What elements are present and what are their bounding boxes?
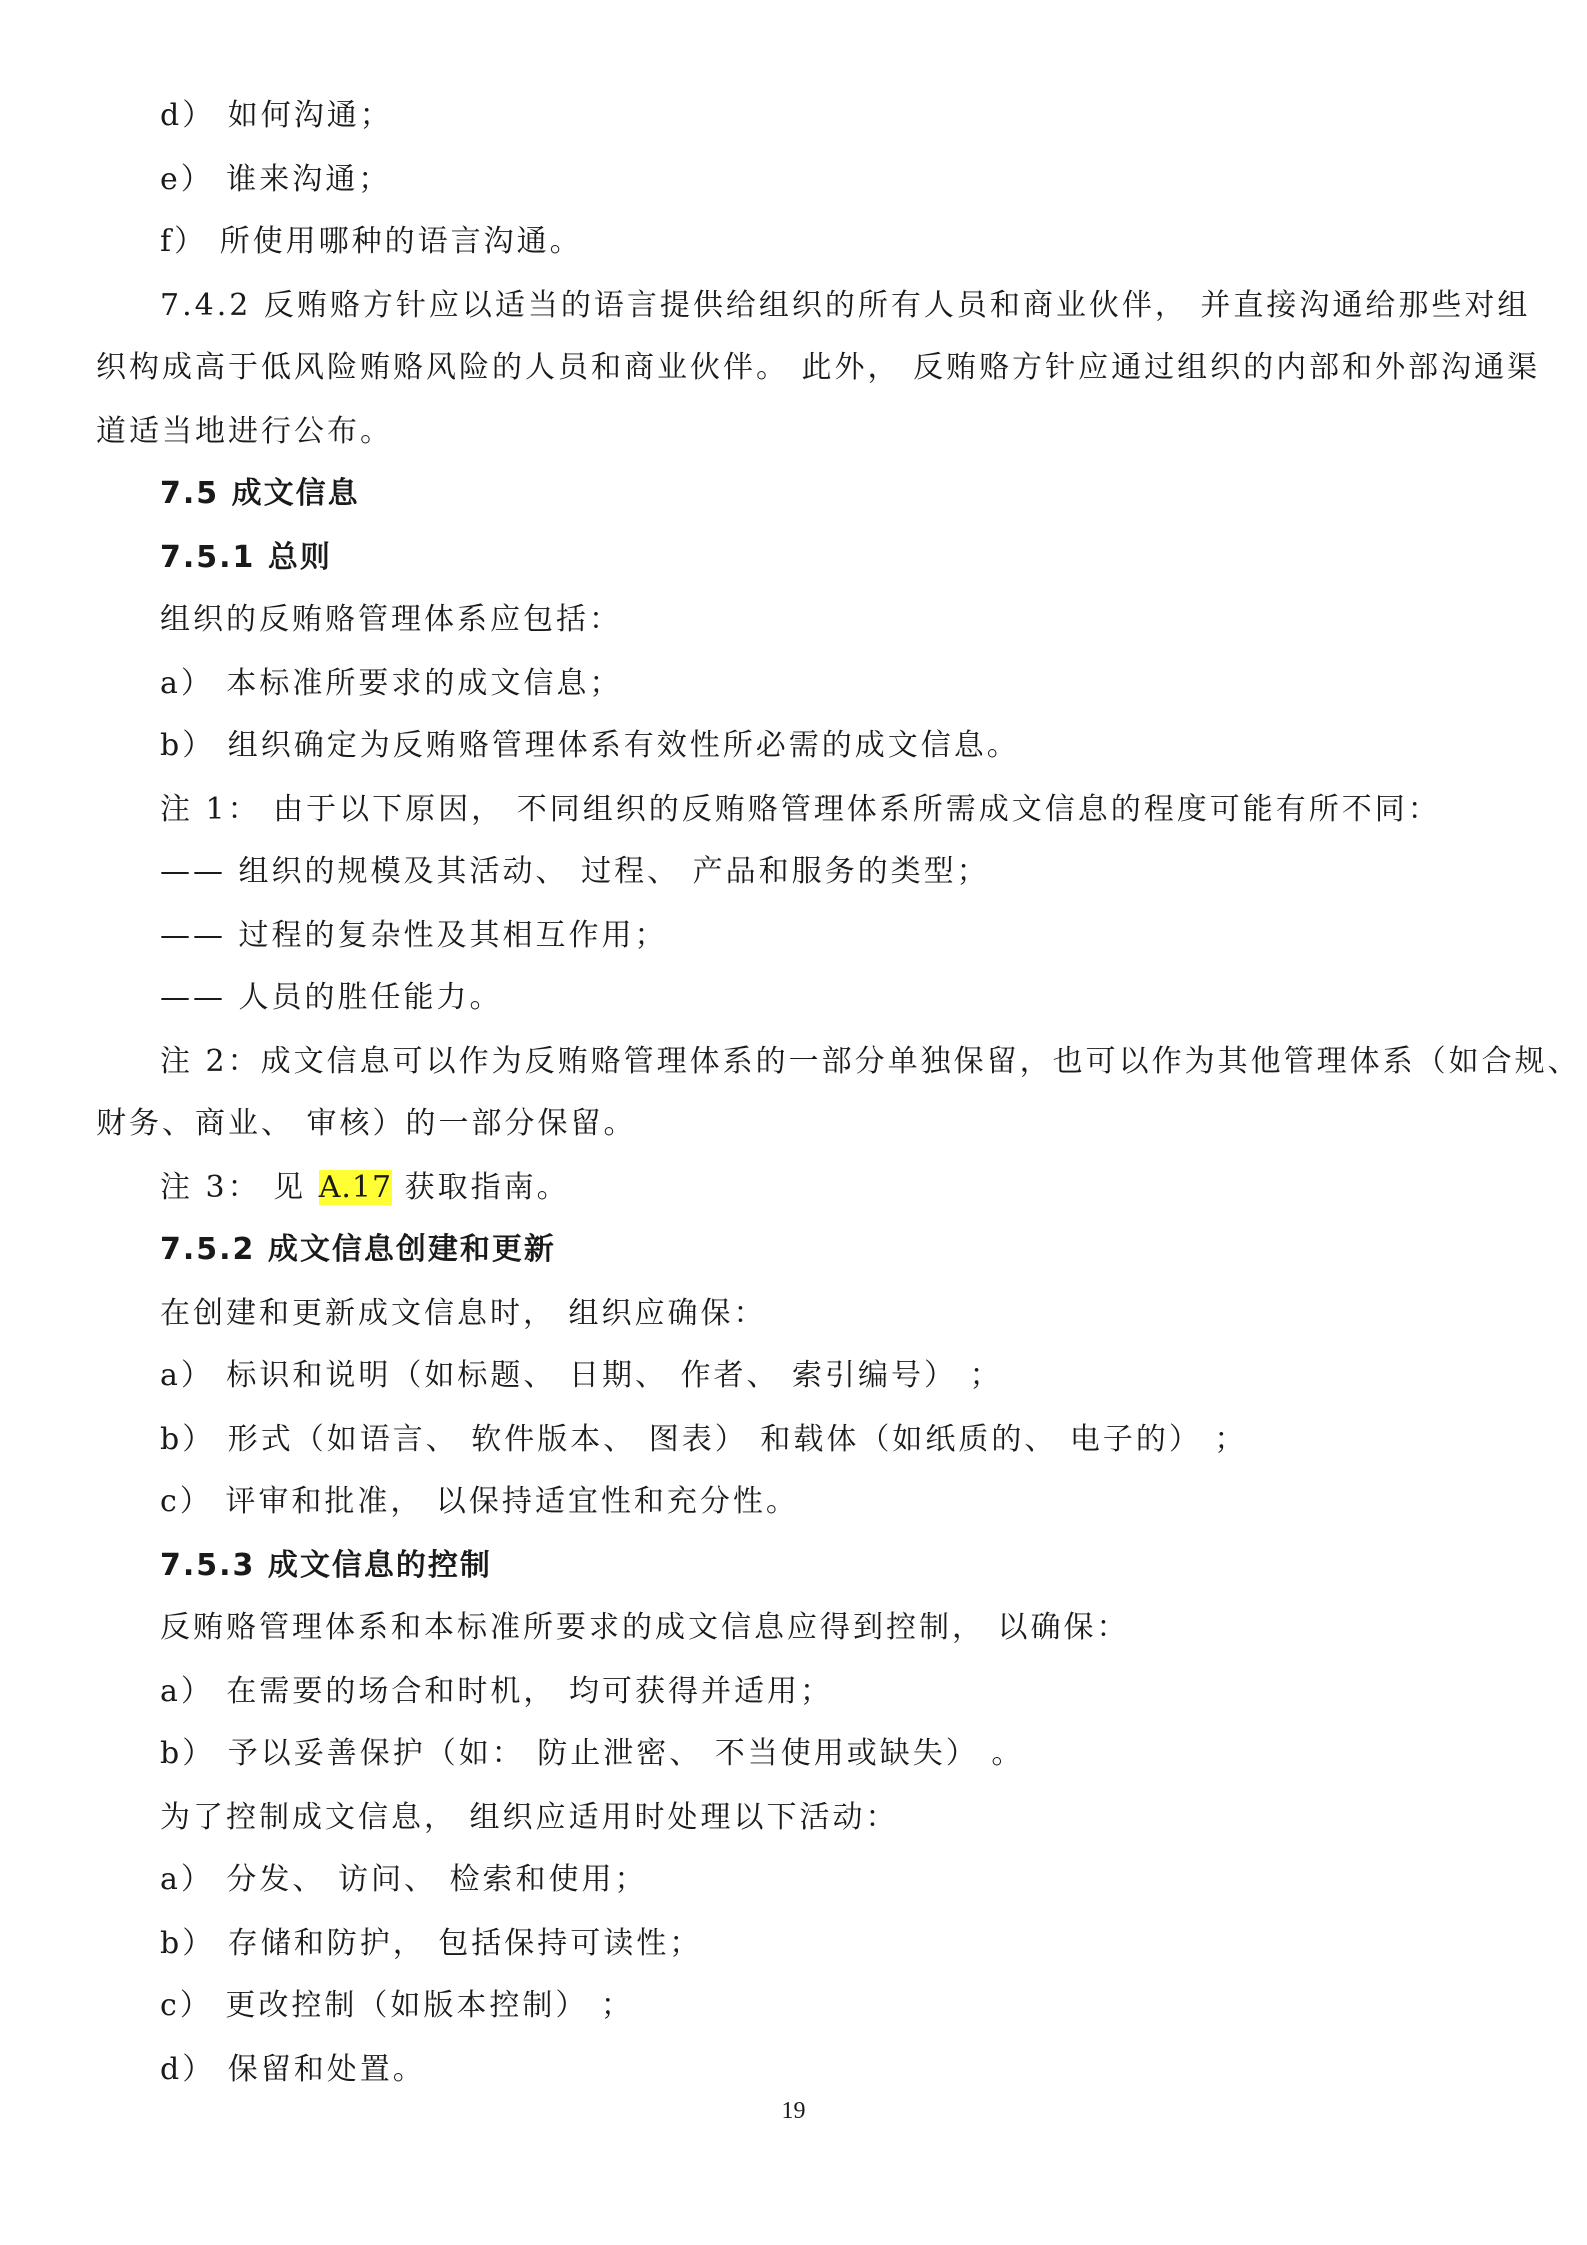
list-item: a） 本标准所要求的成文信息；: [160, 666, 623, 701]
list-item: f） 所使用哪种的语言沟通。: [160, 224, 583, 259]
list-item: a） 在需要的场合和时机， 均可获得并适用；: [160, 1674, 833, 1709]
list-item: d） 保留和处置。: [160, 2052, 426, 2087]
list-item: c） 评审和批准， 以保持适宜性和充分性。: [160, 1484, 799, 1519]
dash-item: —— 人员的胜任能力。: [160, 980, 503, 1015]
paragraph-line: 在创建和更新成文信息时， 组织应确保：: [160, 1296, 767, 1331]
note-line: 注 2：成文信息可以作为反贿赂管理体系的一部分单独保留，也可以作为其他管理体系（如合规、: [160, 1044, 1581, 1079]
list-item: b） 形式（如语言、 软件版本、 图表） 和载体（如纸质的、 电子的） ；: [160, 1422, 1248, 1457]
subsection-heading: 7.5.1 总则: [160, 540, 332, 575]
note-suffix: 获取指南。: [404, 1170, 570, 1205]
section-heading: 7.5 成文信息: [160, 476, 360, 511]
page-number: 19: [781, 2098, 806, 2124]
note-line: 财务、商业、 审核）的一部分保留。: [96, 1106, 637, 1141]
list-item: a） 标识和说明（如标题、 日期、 作者、 索引编号） ；: [160, 1358, 1003, 1393]
paragraph-line: 织构成高于低风险贿赂风险的人员和商业伙伴。 此外， 反贿赂方针应通过组织的内部和外部沟通渠: [96, 350, 1541, 385]
note-prefix: 注 3： 见: [160, 1170, 307, 1205]
note-line: [160, 1168, 570, 1208]
list-item: b） 组织确定为反贿赂管理体系有效性所必需的成文信息。: [160, 728, 1020, 763]
dash-item: —— 过程的复杂性及其相互作用；: [160, 918, 668, 953]
list-item: d） 如何沟通；: [160, 98, 393, 133]
note-line: 注 1： 由于以下原因， 不同组织的反贿赂管理体系所需成文信息的程度可能有所不同：: [160, 792, 1441, 827]
subsection-heading: 7.5.3 成文信息的控制: [160, 1548, 492, 1583]
list-item: b） 予以妥善保护（如： 防止泄密、 不当使用或缺失） 。: [160, 1736, 1025, 1771]
annex-reference-link[interactable]: A.17: [318, 1170, 393, 1205]
paragraph-line: 道适当地进行公布。: [96, 414, 393, 449]
list-item: a） 分发、 访问、 检索和使用；: [160, 1862, 648, 1897]
paragraph-line: 反贿赂管理体系和本标准所要求的成文信息应得到控制， 以确保：: [160, 1610, 1130, 1645]
list-item: b） 存储和防护， 包括保持可读性；: [160, 1926, 703, 1961]
paragraph-line: 为了控制成文信息， 组织应适用时处理以下活动：: [160, 1800, 899, 1835]
list-item: e） 谁来沟通；: [160, 162, 392, 197]
list-item: c） 更改控制（如版本控制） ；: [160, 1988, 634, 2023]
dash-item: —— 组织的规模及其活动、 过程、 产品和服务的类型；: [160, 854, 990, 889]
subsection-heading: 7.5.2 成文信息创建和更新: [160, 1232, 556, 1267]
paragraph-line: 组织的反贿赂管理体系应包括：: [160, 602, 622, 637]
paragraph-line: 7.4.2 反贿赂方针应以适当的语言提供给组织的所有人员和商业伙伴， 并直接沟通给那些对组: [160, 288, 1531, 323]
